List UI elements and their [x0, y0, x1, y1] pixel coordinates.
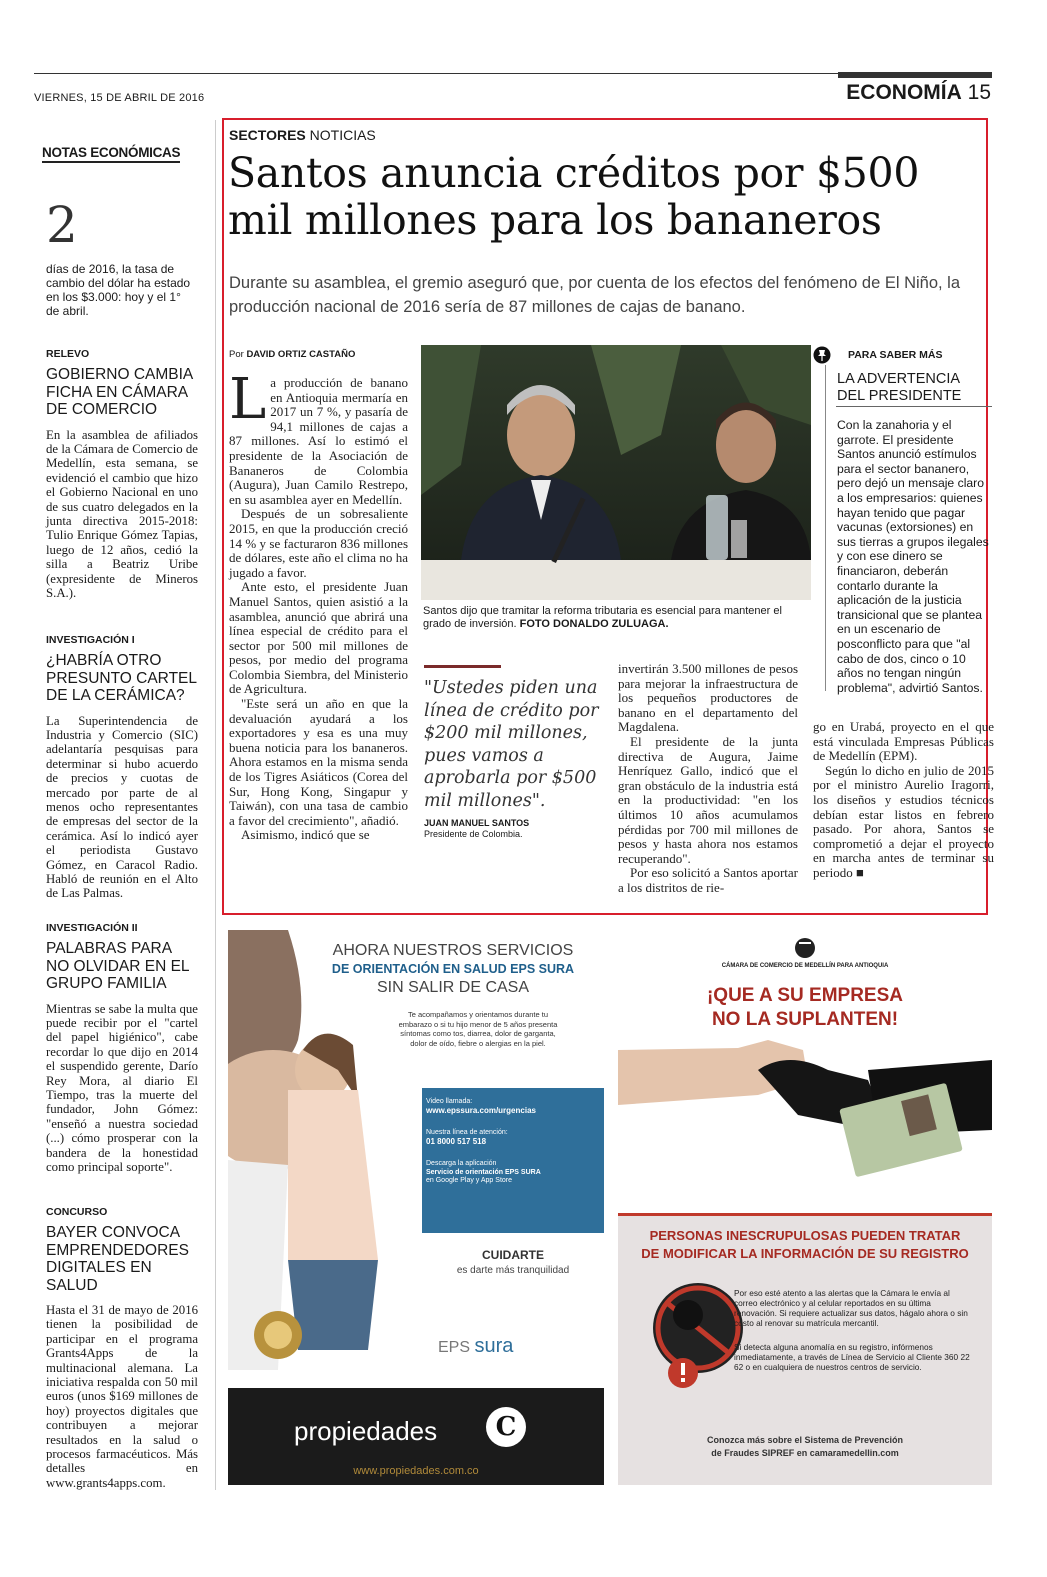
article-photo: [421, 345, 811, 600]
left-item-relevo: [46, 348, 198, 600]
article-headline: Santos anuncia créditos por $500 mil millones para los bananeros: [228, 149, 920, 244]
sidebar-text: Con la zanahoria y el garrote. El presidente Santos anunció estímulos para el sector bananero, pero dejó un mensaje claro a los empresarios: quienes hayan tenido que pagar vacunas (extorsiones) en sus tierras a grupos ilegales y con ese dinero se financiaron, deberán contarlo durante la aplicación de la justicia transicional que se plantea en un escenario de posconflicto para que "al cabo de dos, cinco o 10 años no tengan ningún problema", advirtió Santos.: [837, 418, 989, 695]
left-item-headline: BAYER CONVOCA EMPRENDEDORES DIGITALES EN SALUD: [46, 1224, 189, 1294]
left-item-headline: GOBIERNO CAMBIA FICHA EN CÁMARA DE COMERCIO: [46, 366, 193, 418]
app-name: Servicio de orientación EPS SURA: [426, 1168, 541, 1176]
article-kicker: [229, 127, 376, 143]
quote-role: Presidente de Colombia.: [424, 829, 523, 839]
photo-caption: [423, 605, 813, 631]
section-header: [846, 81, 991, 105]
camara-warning-2: DE MODIFICAR LA INFORMACIÓN DE SU REGISTRO: [641, 1246, 969, 1261]
camara-slogan-1: ¡QUE A SU EMPRESA: [706, 985, 903, 1006]
article-paragraph: invertirán 3.500 millones de pesos para mejorar la infraestructura de los pequeños productores de banano en el departamento del Magdalena.: [618, 661, 798, 735]
article-paragraph: Por eso solicitó a Santos aportar a los distritos de rie-: [618, 865, 798, 895]
big-number: 2: [46, 196, 78, 254]
app-label: Descarga la aplicación: [426, 1160, 497, 1167]
elcolombiano-logo-icon: C: [486, 1407, 526, 1447]
sura-logo-eps: EPS: [438, 1339, 471, 1356]
dropcap: L: [229, 367, 267, 432]
camara-text-2: Si detecta alguna anomalía en su registro, infórmenos inmediatamente, a través de Línea de Servicio al Cliente 360 22 62 o en cualquiera de nuestros centros de servicio.: [734, 1342, 970, 1372]
pull-quote: "Ustedes piden una línea de crédito por $200 mil millones, pues vamos a aprobarla por $500 mil millones".: [424, 678, 599, 811]
article-paragraph: a producción de banano en Antioquia mermaría en 2017 un 7 %, y pasaría de 94,1 millones de cajas a 87 millones. Así lo estimó el presidente de la Asociación de Bananeros de Colombia (Augura), Juan Camilo Restrepo, en su asamblea ayer en Medellín.: [229, 375, 408, 507]
article-column-4: [813, 720, 994, 881]
article-paragraph: go en Urabá, proyecto en el que está vinculada Empresas Públicas de Medellín (EPM).: [813, 719, 994, 764]
quote-author: JUAN MANUEL SANTOS: [424, 818, 530, 828]
section-bar: [838, 72, 992, 78]
sura-cuidarte-sub: es darte más tranquilidad: [456, 1265, 570, 1276]
propiedades-logo: propiedades: [294, 1416, 438, 1446]
sura-line2: DE ORIENTACIÓN EN SALUD EPS SURA: [331, 962, 575, 976]
left-item-headline: ¿HABRÍA OTRO PRESUNTO CARTEL DE LA CERÁMICA?: [46, 652, 197, 704]
left-item-body: La Superintendencia de Industria y Comercio (SIC) adelantaría pesquisas para determinar si hubo acuerdo de precios y cuotas de mercado por parte de al menos ocho representantes de empresas del sector de la cerámica. Así lo indicó ayer el periodista Gustavo Gómez, en Caracol Radio. Habló de reunión en el Alto de Las Palmas.: [46, 713, 198, 901]
article-paragraph: Asimismo, indicó que se: [241, 827, 370, 843]
page-number: 15: [967, 81, 991, 104]
big-number-text: días de 2016, la tasa de cambio del dólar ha estado en los $3.000: hoy y el 1° de abril.: [46, 262, 191, 318]
propiedades-url[interactable]: www.propiedades.com.co: [353, 1465, 479, 1477]
sidebar-title-rule: [836, 406, 992, 407]
camara-footer-1: Conozca más sobre el Sistema de Prevención: [706, 1435, 904, 1445]
article-paragraph: Según lo dicho en julio de 2015 por el ministro Aurelio Iragorri, los diseños y estudios técnicos debían estar listos en febrero pasado. Por ahora, Santos se comprometió a dejar el proyecto en marcha antes de terminar su periodo ■: [813, 762, 994, 880]
article-paragraph: Ante esto, el presidente Juan Manuel Santos, quien asistió a la asamblea, anunció que abrirá una línea especial de crédito para el sector por 500 mil millones de pesos, por medio del programa Colombia Siembra, del Ministerio de Agricultura.: [229, 579, 408, 697]
camara-footer-2[interactable]: de Fraudes SIPREF en camaramedellin.com: [711, 1448, 899, 1458]
kicker-section: SECTORES: [229, 127, 306, 143]
sura-logo: [438, 1335, 513, 1358]
camara-org: CÁMARA DE COMERCIO DE MEDELLÍN PARA ANTIOQUIA: [721, 963, 889, 969]
left-item-tag: CONCURSO: [46, 1206, 108, 1218]
camara-text-1: Por eso esté atento a las alertas que la Cámara le envía al correo electrónico y al celular reportados en su última renovación. Si requiere actualizar sus datos, hágalo ahora o sin costo al renovar su matrícula mercantil.: [734, 1288, 968, 1328]
photo-santos-augura: [421, 345, 811, 600]
video-url[interactable]: www.epssura.com/urgencias: [426, 1105, 536, 1115]
article-paragraph: El presidente de la junta directiva de Augura, Jaime Henríquez Gallo, indicó que el gran obstáculo de la industria está en la productividad: "en los últimos 10 años acumulamos pérdidas por 700 mil millones de pesos y hasta ahora nos estamos recuperando".: [618, 733, 798, 866]
sura-intro: Te acompañamos y orientamos durante tu embarazo o si tu hijo menor de 5 años presenta síntomas como tos, diarrea, dolor de garganta, dolor de oído, fiebre o alergias en la piel.: [398, 1010, 558, 1048]
sura-cuidarte: CUIDARTE: [482, 1248, 544, 1262]
left-item-headline: PALABRAS PARA NO OLVIDAR EN EL GRUPO FAMILIA: [46, 940, 189, 992]
issue-date: VIERNES, 15 DE ABRIL DE 2016: [34, 92, 205, 104]
section-name: ECONOMÍA: [846, 81, 962, 104]
ad-camara-comercio[interactable]: [618, 930, 992, 1485]
sidebar-label: PARA SABER MÁS: [848, 349, 943, 361]
column-divider: [215, 120, 216, 1490]
byline: [229, 349, 355, 360]
left-item-body: Hasta el 31 de mayo de 2016 tienen la posibilidad de participar en el programa Grants4Apps de la multinacional alemana. La iniciativa respalda con 50 mil euros (unos $169 millones de hoy) proyectos digitales que contribuyen a mejorar resultados en la salud o procesos farmacéuticos. Más detalles en www.grants4apps.com.: [46, 1303, 198, 1490]
article-paragraph: "Este será un año en que la devaluación ayudará a los exportadores y esa es una muy buena noticia para los bananeros. Ahora estamos en la misma senda de los Tigres Asiáticos (Corea del Sur, Hong Kong, Singapur y Taiwán), con una tasa de cambio a favor del crecimiento", añadió.: [229, 696, 408, 828]
article-lead: Durante su asamblea, el gremio aseguró que, por cuenta de los efectos del fenómeno de El Niño, la producción nacional de 2016 sería de 87 millones de cajas de banano.: [229, 274, 961, 316]
video-label: Video llamada:: [426, 1098, 473, 1105]
caption-text: Santos dijo que tramitar la reforma tributaria es esencial para mantener el grado de inversión.: [423, 605, 782, 630]
byline-prefix: Por: [229, 349, 244, 360]
kicker-type: NOTICIAS: [309, 127, 376, 143]
notas-title: NOTAS ECONÓMICAS: [42, 145, 180, 163]
left-item-tag: RELEVO: [46, 348, 90, 360]
camara-warning-1: PERSONAS INESCRUPULOSAS PUEDEN TRATAR: [649, 1228, 961, 1243]
article-column-1: [229, 367, 408, 843]
ad-eps-sura[interactable]: [228, 930, 604, 1485]
quote-rule: [424, 665, 501, 668]
left-item-investigacion-2: [46, 922, 198, 1174]
sura-contact-list: [426, 1098, 596, 1186]
photo-credit: FOTO DONALDO ZULUAGA.: [519, 618, 669, 630]
left-item-body: Mientras se sabe la multa que puede recibir por el "cartel del papel higiénico", cabe recordar lo que dijo en 2014 el suspendido gerente, Darío Rey Mora, al diario El Tiempo, tras la muerte del fundador, John Gómez: "enseñó a nuestra sociedad (...) cómo prosperar con la bandera de la honestidad como principal soporte".: [46, 1001, 198, 1174]
left-item-investigacion-1: [46, 634, 198, 901]
sidebar-rule: [825, 365, 826, 691]
article-paragraph: Después de un sobresaliente 2015, en que la producción creció 14 % y se facturaron 836 millones de dólares, este año el clima no ha jugado a favor.: [229, 506, 408, 580]
left-item-tag: INVESTIGACIÓN I: [46, 634, 135, 646]
article-column-3: [618, 662, 798, 896]
phone-number[interactable]: 01 8000 517 518: [426, 1136, 487, 1146]
left-item-concurso: [46, 1206, 198, 1490]
pin-icon: [813, 346, 831, 364]
app-stores[interactable]: en Google Play y App Store: [426, 1177, 512, 1184]
sura-logo-sura: sura: [474, 1335, 514, 1357]
sura-line1: AHORA NUESTROS SERVICIOS: [332, 942, 574, 959]
sidebar-title: LA ADVERTENCIA DEL PRESIDENTE: [837, 371, 962, 404]
byline-author: DAVID ORTIZ CASTAÑO: [246, 349, 356, 360]
left-item-tag: INVESTIGACIÓN II: [46, 922, 138, 934]
left-item-body: En la asamblea de afiliados de la Cámara de Comercio de Medellín, esta semana, se evidenció el cambio que hizo el Gobierno Nacional en uno de sus cuatro delegados en la junta directiva 2015-2018: Tulio Enrique Gómez Tapias, luego de 12 años, cedió la silla a Beatriz Uribe (expresidente de Mineros S.A.).: [46, 427, 198, 600]
sura-line3: SIN SALIR DE CASA: [376, 979, 530, 996]
phone-label: Nuestra línea de atención:: [426, 1129, 508, 1136]
camara-slogan-2: NO LA SUPLANTEN!: [711, 1009, 899, 1030]
